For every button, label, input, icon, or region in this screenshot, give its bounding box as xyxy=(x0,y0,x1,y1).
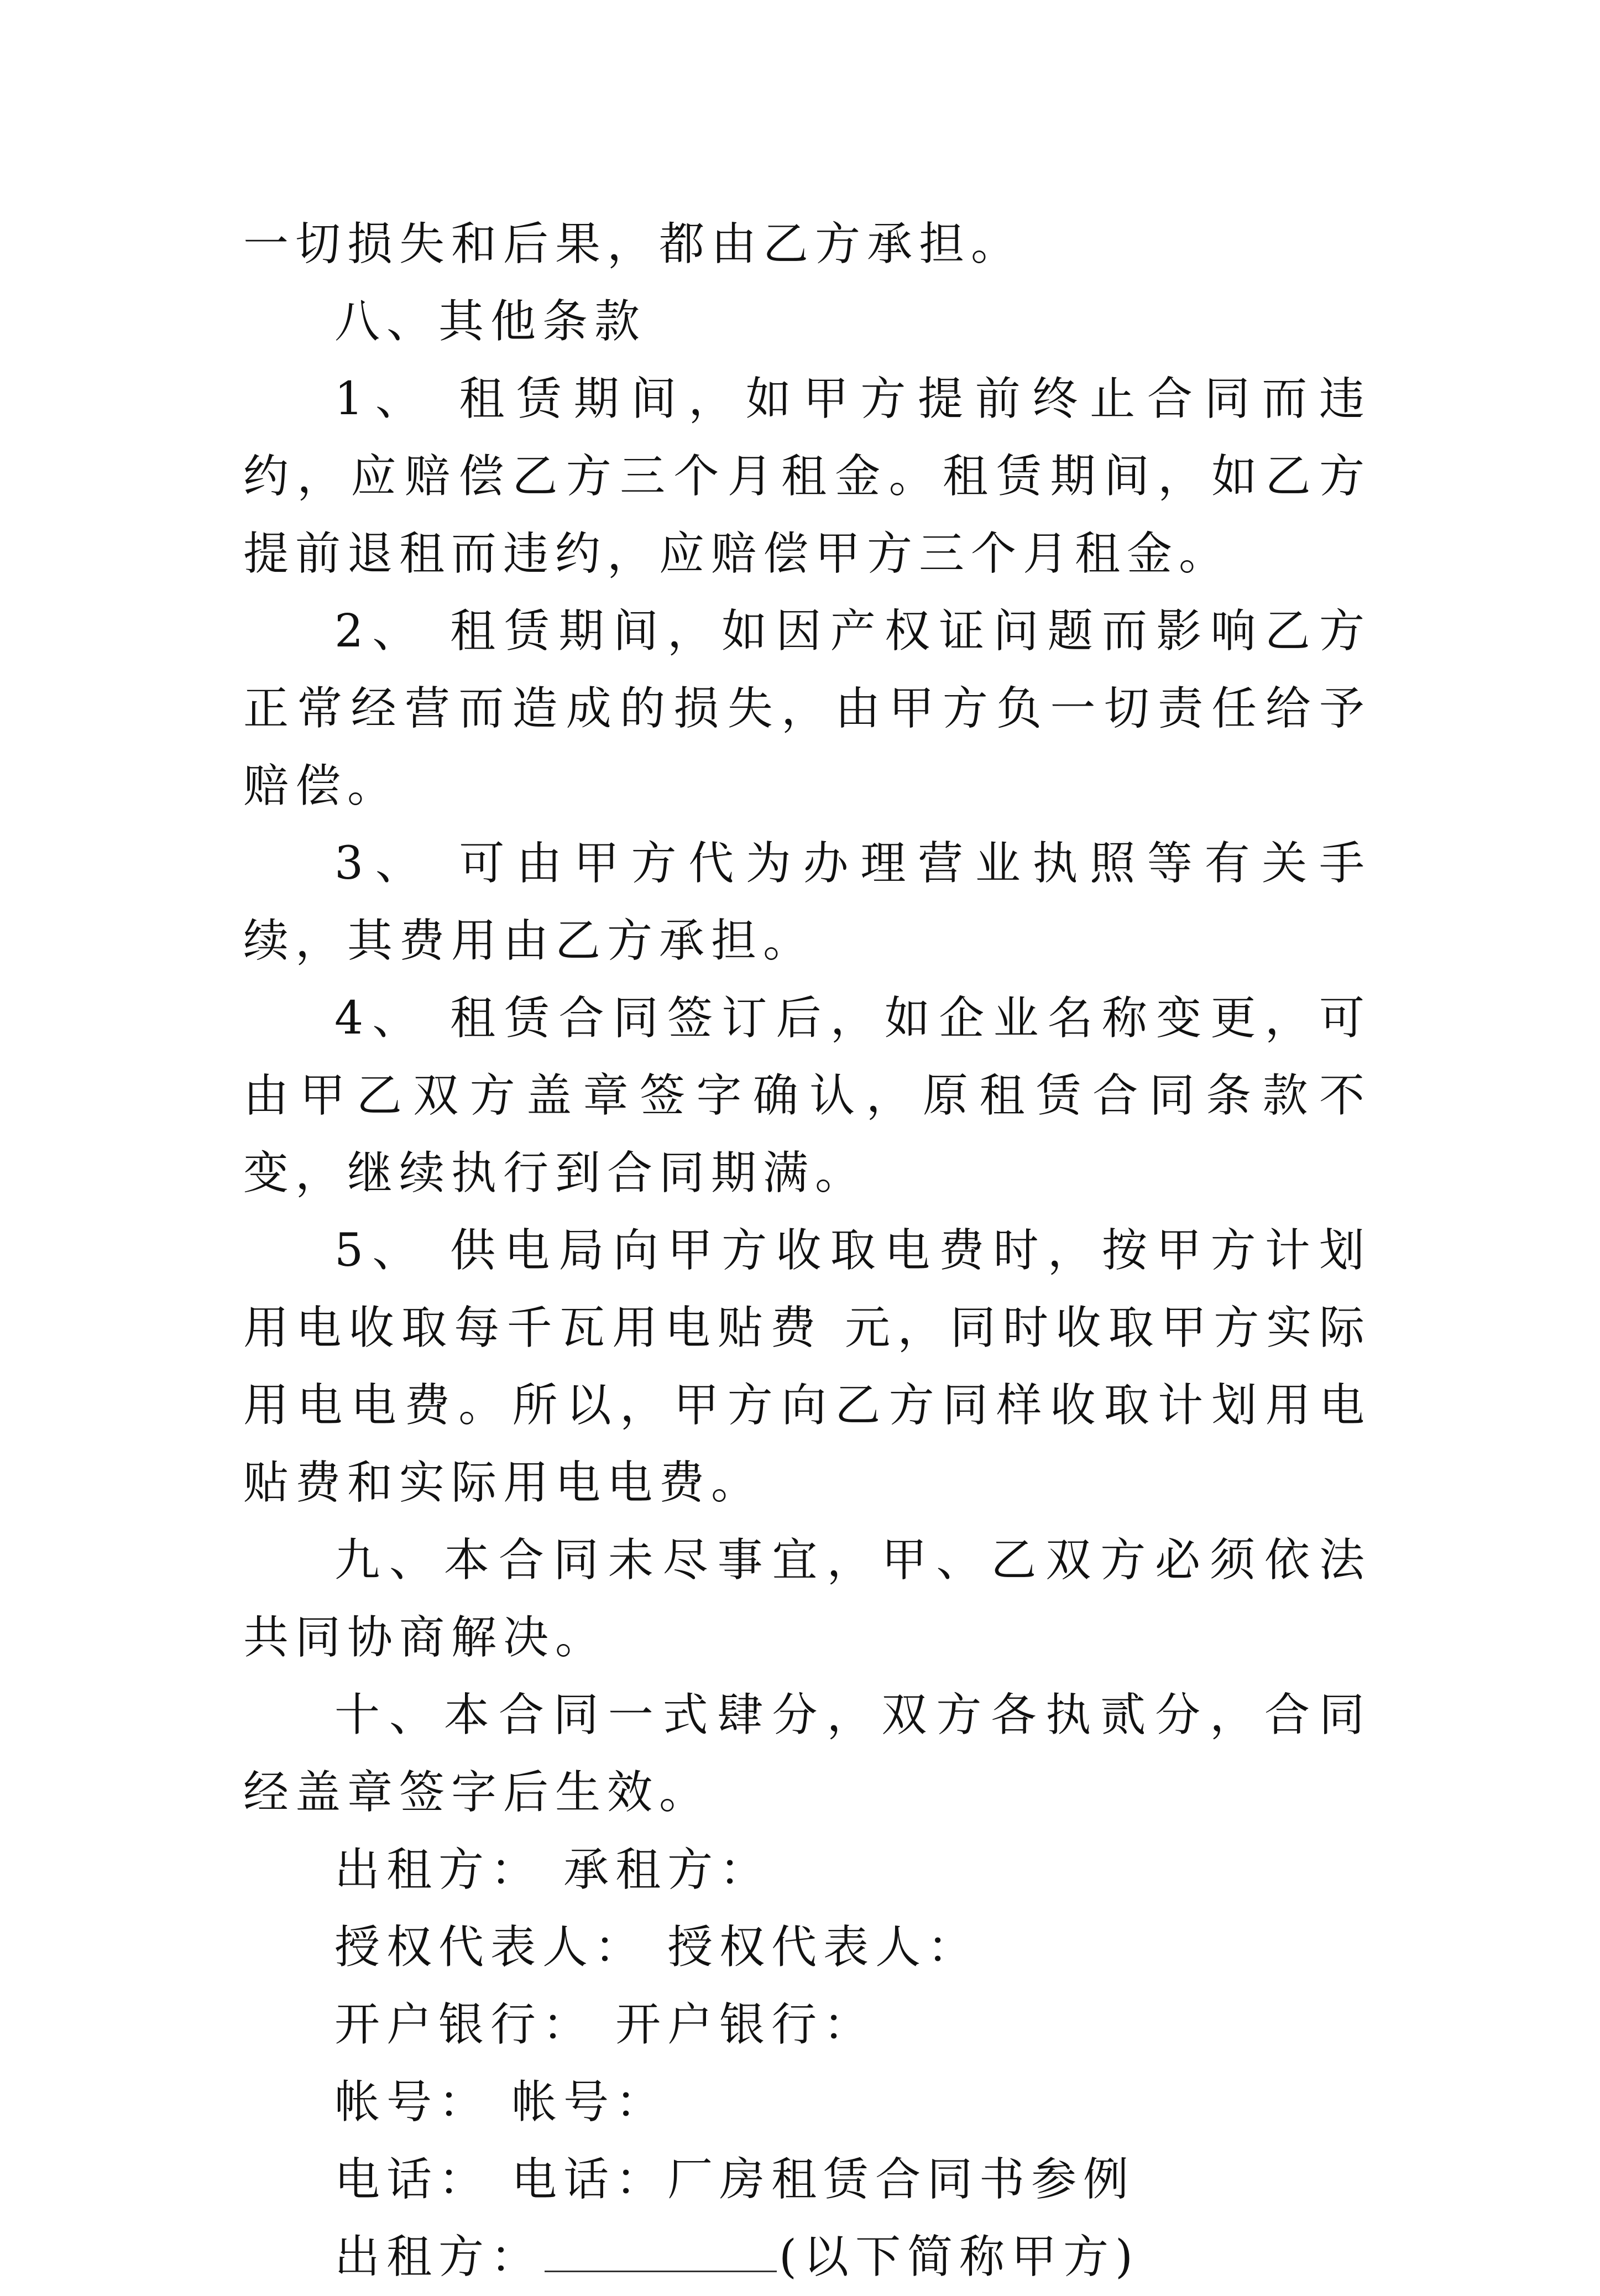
signature-line-phone: 电话： 电话：厂房租赁合同书参例 xyxy=(334,2153,1136,2206)
signature-line-representative: 授权代表人： 授权代表人： xyxy=(334,1921,980,1974)
document-body xyxy=(243,206,1371,2296)
lessor-line xyxy=(243,2219,1371,2296)
section-9-unresolved-matters: 九、本合同未尽事宜，甲、乙双方必须依法共同协商解决。 xyxy=(243,1534,1371,1664)
clause-5-electricity-fees: 5、 供电局向甲方收取电费时，按甲方计划用电收取每千瓦用电贴费 元，同时收取甲方实际用电电费。所以，甲方向乙方同样收取计划用电贴费和实际用电电费。 xyxy=(243,1224,1371,1509)
section-heading-other-terms: 八、其他条款 xyxy=(334,295,647,348)
signature-line-account: 帐号： 帐号： xyxy=(334,2076,668,2128)
signature-line-parties: 出租方： 承租方： xyxy=(334,1844,772,1896)
clause-1-early-termination: 1、 租赁期间，如甲方提前终止合同而违约，应赔偿乙方三个月租金。租赁期间，如乙方提前退租而违约，应赔偿甲方三个月租金。 xyxy=(243,373,1371,580)
lessor-blank-field xyxy=(545,2232,777,2272)
clause-3-business-license: 3、 可由甲方代为办理营业执照等有关手续，其费用由乙方承担。 xyxy=(243,837,1371,967)
signature-line-bank: 开户银行： 开户银行： xyxy=(334,1998,876,2051)
clause-4-name-change: 4、 租赁合同签订后，如企业名称变更，可由甲乙双方盖章签字确认，原租赁合同条款不变，继续执行到合同期满。 xyxy=(243,992,1371,1199)
section-10-copies-effective: 十、本合同一式肆分，双方各执贰分，合同经盖章签字后生效。 xyxy=(243,1689,1371,1819)
lessor-label: 出租方： xyxy=(334,2231,543,2283)
clause-2-property-certificate: 2、 租赁期间，如因产权证问题而影响乙方正常经营而造成的损失，由甲方负一切责任给予赔偿。 xyxy=(243,605,1371,812)
paragraph-loss-clause: 一切损失和后果，都由乙方承担。 xyxy=(243,218,1023,270)
lessor-abbreviation: (以下简称甲方) xyxy=(779,2231,1139,2283)
